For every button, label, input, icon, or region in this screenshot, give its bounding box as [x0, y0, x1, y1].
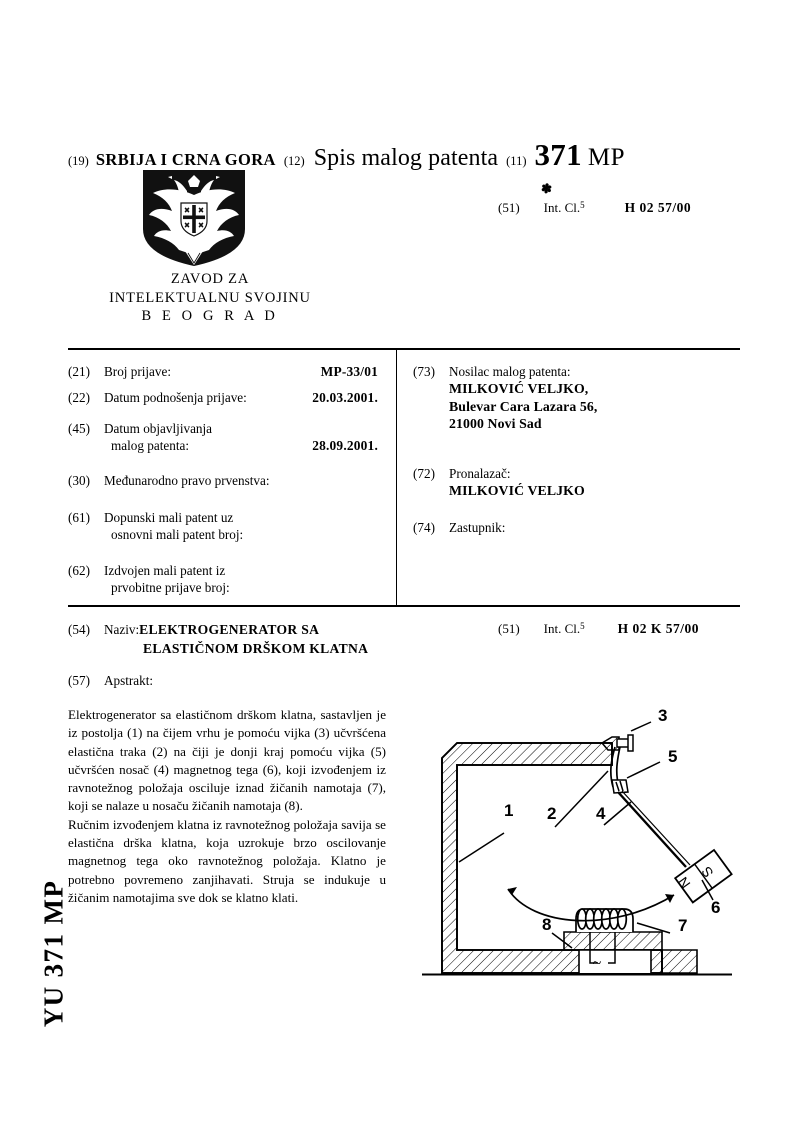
biblio-row-30: [68, 472, 388, 489]
abstract-paragraph-2: Ručnim izvođenjem klatna iz ravnotežnog položaja savija se elastična drška klatna, koja uzrokuje brzo oscilovanje magnetnog tega oko ravnotežnog položaja. Klatno je potrebno povremeno zanjihavati. Struja se indukuje u žičanim namotajima sve dok se klatno klati.: [68, 816, 386, 905]
office-line-1: ZAVOD ZA: [170, 271, 250, 287]
int-cl-bottom: [498, 621, 699, 637]
header-code-19: (19): [68, 154, 89, 168]
office-line-2: INTELEKTUALNU SVOJINU: [109, 289, 311, 306]
biblio-code-21: (21): [68, 364, 90, 379]
title-code-54: (54): [68, 622, 90, 637]
inventor-name: MILKOVIĆ VELJKO: [449, 482, 585, 498]
abstract-code-57: (57): [68, 673, 90, 688]
biblio-label-45-line1: Datum objavljivanja: [104, 421, 213, 436]
biblio-row-21: [68, 363, 388, 380]
magnet-pole-south: S: [697, 863, 717, 881]
int-cl-bottom-superscript: 5: [580, 621, 585, 631]
title-line-1: ELEKTROGENERATOR SA: [139, 622, 320, 637]
biblio-code-72: (72): [413, 465, 435, 481]
patent-number: 371: [534, 137, 582, 172]
biblio-label-45-line2: malog patenta:: [111, 438, 189, 453]
biblio-row-74: [413, 519, 733, 536]
figure-callout-6: 6: [711, 898, 721, 917]
biblio-code-62: (62): [68, 563, 90, 578]
magnet-pole-north: N: [674, 874, 694, 892]
int-cl-top-code: (51): [498, 200, 520, 215]
coat-of-arms-icon: [141, 169, 247, 267]
int-cl-bottom-label: Int. Cl.: [543, 621, 581, 636]
stray-mark: ✽: [540, 180, 553, 197]
figure-callout-2: 2: [547, 804, 557, 823]
inventor-label: Pronalazač:: [449, 465, 511, 481]
biblio-label-62-line2: prvobitne prijave broj:: [111, 580, 230, 595]
abstract-label: Apstrakt:: [104, 673, 154, 688]
biblio-code-45: (45): [68, 421, 90, 436]
biblio-value-22: 20.03.2001.: [312, 390, 378, 405]
patent-number-suffix: MP: [587, 144, 626, 171]
biblio-label-30: Međunarodno pravo prvenstva:: [104, 473, 270, 488]
biblio-label-61-line2: osnovni mali patent broj:: [111, 527, 244, 542]
biblio-row-45: [68, 420, 388, 454]
int-cl-top-value: H 02 57/00: [624, 200, 692, 215]
technical-drawing: [412, 695, 742, 1015]
int-cl-top: [498, 200, 691, 216]
biblio-label-21: Broj prijave:: [104, 364, 172, 379]
biblio-row-73: [413, 363, 733, 433]
int-cl-top-superscript: 5: [580, 200, 585, 210]
invention-title-block: [68, 620, 408, 658]
title-label: Naziv:: [104, 622, 140, 637]
biblio-value-45: 28.09.2001.: [312, 438, 378, 453]
biblio-label-61-line1: Dopunski mali patent uz: [104, 510, 234, 525]
figure-callout-8: 8: [542, 915, 552, 934]
document-header: [68, 137, 740, 173]
biblio-code-73: (73): [413, 364, 435, 379]
biblio-code-30: (30): [68, 473, 90, 488]
divider-middle: [68, 605, 740, 607]
document-type-title: Spis malog patenta: [313, 145, 499, 171]
figure-callout-4: 4: [596, 804, 606, 823]
int-cl-top-label: Int. Cl.: [543, 200, 581, 215]
header-code-11: (11): [506, 154, 527, 168]
biblio-value-21: MP-33/01: [320, 364, 378, 379]
issuing-office: [60, 270, 360, 326]
divider-vertical: [396, 350, 397, 605]
side-margin-label: YU 371 MP: [38, 879, 69, 1028]
abstract-body: [68, 706, 386, 907]
bibliographic-right-column: [413, 363, 733, 545]
biblio-row-22: [68, 389, 388, 406]
biblio-code-61: (61): [68, 510, 90, 525]
ac-source-symbol: ~: [592, 955, 602, 972]
bibliographic-left-column: [68, 363, 388, 605]
holder-address-line1: Bulevar Cara Lazara 56,: [449, 398, 598, 414]
holder-address-line2: 21000 Novi Sad: [449, 416, 542, 431]
figure-callout-1: 1: [504, 801, 514, 820]
holder-name: MILKOVIĆ VELJKO,: [449, 381, 589, 396]
biblio-row-62: [68, 562, 388, 596]
figure-callout-7: 7: [678, 916, 688, 935]
biblio-code-22: (22): [68, 390, 90, 405]
header-code-12: (12): [283, 154, 305, 168]
biblio-row-72: [413, 465, 733, 500]
title-line-2: ELASTIČNOM DRŠKOM KLATNA: [143, 641, 369, 656]
representative-label: Zastupnik:: [449, 520, 506, 535]
int-cl-bottom-code: (51): [498, 621, 520, 636]
divider-top: [68, 348, 740, 350]
int-cl-bottom-value: H 02 K 57/00: [617, 621, 700, 636]
abstract-heading: [68, 673, 153, 689]
holder-label: Nosilac malog patenta:: [449, 364, 571, 379]
figure-callout-3: 3: [658, 706, 668, 725]
figure-callout-5: 5: [668, 747, 678, 766]
biblio-code-74: (74): [413, 520, 435, 535]
biblio-label-62-line1: Izdvojen mali patent iz: [104, 563, 226, 578]
office-line-3: B E O G R A D: [141, 308, 279, 324]
country-name: SRBIJA I CRNA GORA: [95, 150, 276, 169]
biblio-label-22: Datum podnošenja prijave:: [104, 390, 247, 405]
abstract-paragraph-1: Elektrogenerator sa elastičnom drškom klatna, sastavljen je iz postolja (1) na čijem vrhu je pomoću vijka (3) učvršćena elastična traka (2) na čiji je donji kraj pomoću vijka (5) učvršćen nosač (4) magnetnog tega (6), koji izvođenjem iz ravnotežnog položaja osciluje iznad žičanih namotaja (7), koji se nalaze u nosaču žičanih namotaja (8).: [68, 707, 386, 814]
biblio-row-61: [68, 509, 388, 543]
